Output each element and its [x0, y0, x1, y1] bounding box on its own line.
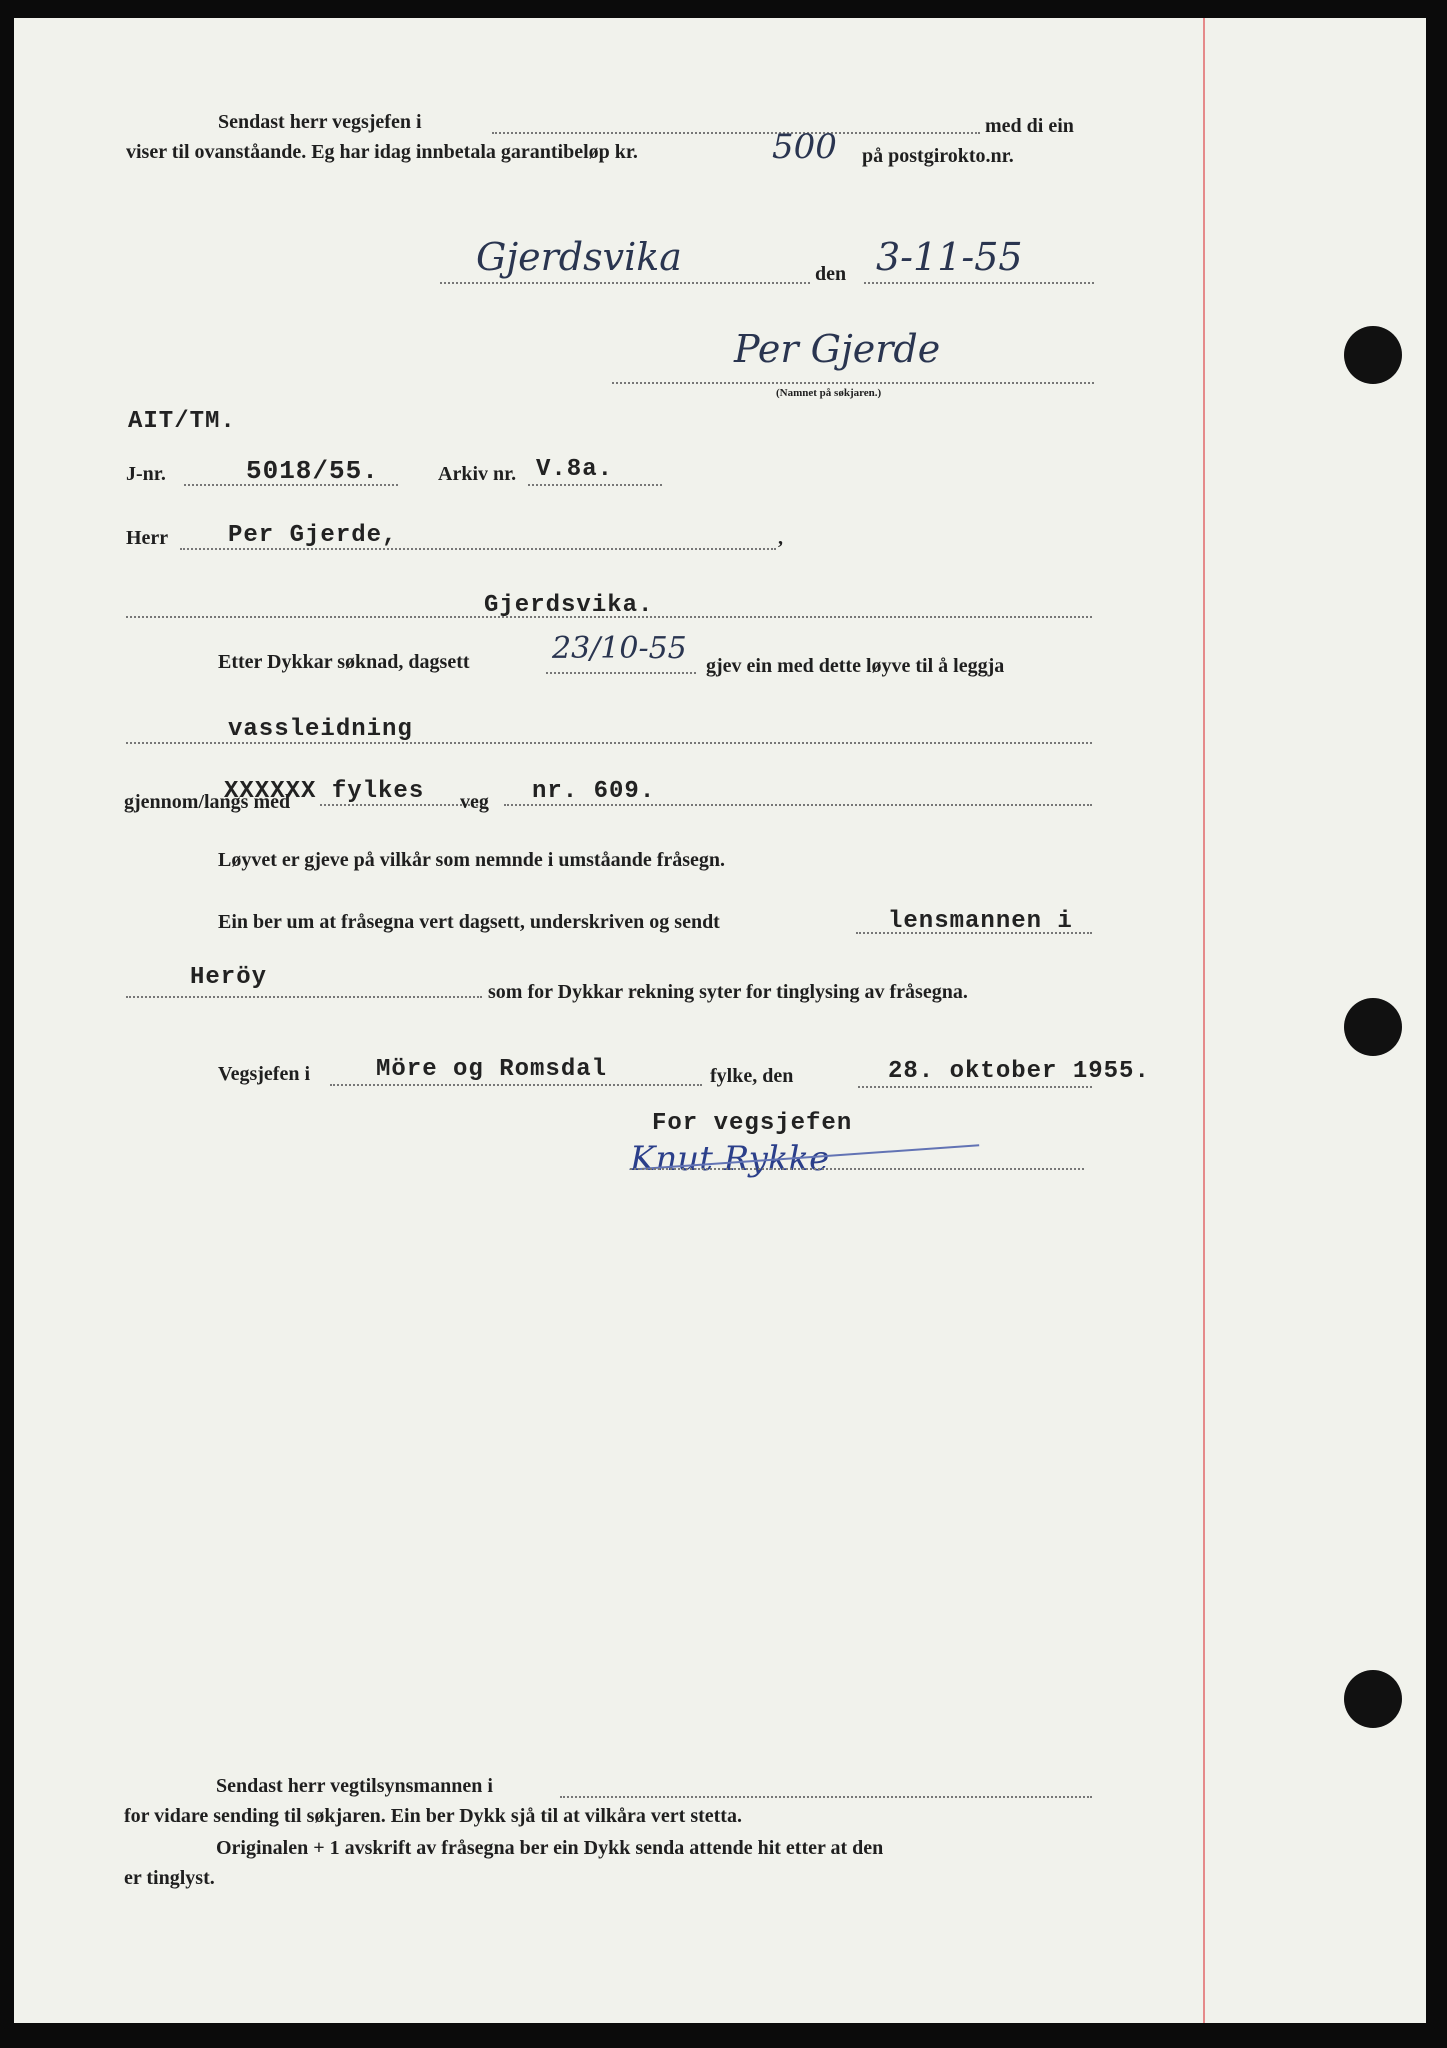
date-dotted-line: [864, 282, 1094, 284]
bottom-line2: for vidare sending til søkjaren. Ein ber Dykk sjå til at vilkåra vert stetta.: [124, 1805, 742, 1827]
along-value: XXXXXX fylkes: [224, 778, 425, 805]
header-line1-suffix: med di ein: [985, 115, 1074, 137]
date-label: den: [815, 263, 847, 285]
signature-dotted-line: [612, 382, 1094, 384]
applicant-place: Gjerdsvika: [476, 235, 682, 279]
conditions-text: Løyvet er gjeve på vilkår som nemnde i umståande fråsegn.: [218, 849, 726, 871]
bottom-line1-prefix: Sendast herr vegtilsynsmannen i: [216, 1775, 493, 1797]
signature-caption: (Namnet på søkjaren.): [776, 387, 882, 399]
applicant-signature: Per Gjerde: [734, 327, 941, 371]
county-dotted-line: [330, 1084, 702, 1086]
punch-hole-middle: [1344, 998, 1402, 1056]
red-margin-line: [1203, 18, 1205, 2023]
applicant-date: 3-11-55: [876, 235, 1023, 279]
addressee-comma: ,: [778, 527, 783, 549]
bottom-line3: Originalen + 1 avskrift av fråsegna ber ein Dykk senda attende hit etter at den: [216, 1837, 884, 1859]
header-dotted-line: [492, 132, 980, 134]
reference-code: AIT/TM.: [128, 408, 236, 435]
header-line2-prefix: viser til ovanståande. Eg har idag innbetala garantibeløp kr.: [126, 141, 638, 163]
soknad-prefix: Etter Dykkar søknad, dagsett: [218, 651, 470, 673]
county: Möre og Romsdal: [376, 1056, 608, 1083]
arkiv-label: Arkiv nr.: [438, 463, 517, 485]
footer-date-dotted-line: [858, 1086, 1092, 1088]
jnr-label: J-nr.: [126, 463, 166, 485]
fylke-label: fylke, den: [710, 1065, 794, 1087]
place-dotted-line: [440, 282, 810, 284]
document-page: [14, 18, 1426, 2023]
footer-date: 28. oktober 1955.: [888, 1058, 1150, 1085]
vegsjefen-signature: Knut Rykke: [630, 1139, 830, 1179]
arkiv-dotted-line: [528, 484, 662, 486]
soknad-date: 23/10-55: [552, 631, 687, 666]
addressee-place: Gjerdsvika.: [484, 592, 654, 619]
veg-label: veg: [460, 791, 489, 813]
road-number: nr. 609.: [532, 778, 656, 805]
signature-dotted-line: [630, 1168, 1084, 1170]
soknad-date-dotted-line: [546, 672, 696, 674]
registration-text: som for Dykkar rekning syter for tinglysing av fråsegna.: [488, 981, 968, 1003]
recipient-place-dotted-line: [126, 996, 482, 998]
addressee-name: Per Gjerde,: [228, 522, 398, 549]
permit-subject: vassleidning: [228, 716, 413, 743]
recipient-place: Heröy: [190, 964, 268, 991]
for-vegsjefen-label: For vegsjefen: [652, 1110, 853, 1137]
punch-hole-bottom: [1344, 1670, 1402, 1728]
guarantee-amount: 500: [772, 127, 837, 167]
arkiv-value: V.8a.: [536, 456, 614, 483]
along-label: gjennom/langs med: [124, 791, 291, 813]
bottom-line4: er tinglyst.: [124, 1867, 215, 1889]
bottom-dotted-line: [560, 1796, 1092, 1798]
header-line1-prefix: Sendast herr vegsjefen i: [218, 111, 422, 133]
jnr-value: 5018/55.: [246, 456, 379, 486]
herr-label: Herr: [126, 527, 169, 549]
request-prefix: Ein ber um at fråsegna vert dagsett, underskriven og sendt: [218, 911, 720, 933]
soknad-suffix: gjev ein med dette løyve til å leggja: [706, 655, 1005, 677]
vegsjefen-label: Vegsjefen i: [218, 1063, 311, 1085]
recipient: lensmannen i: [888, 908, 1073, 935]
punch-hole-top: [1344, 326, 1402, 384]
header-line2-suffix: på postgirokto.nr.: [862, 145, 1014, 167]
